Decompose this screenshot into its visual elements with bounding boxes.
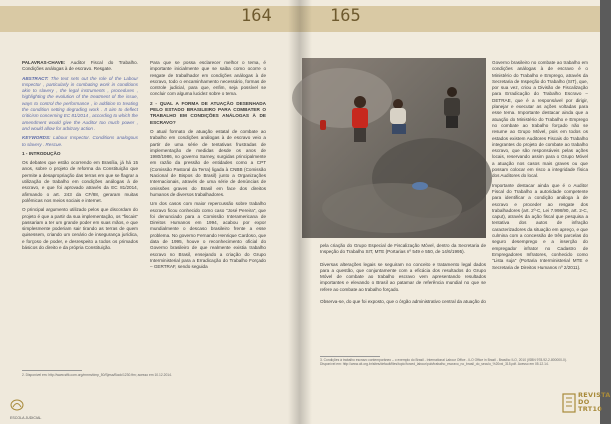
keywords-paragraph xyxy=(22,60,138,73)
section-2-title: 2 - QUAL A FORMA DE ATUAÇÃO DESENHADA PELO ESTADO BRASILEIRO PARA COMBATER O TRABALHO EM CONDIÇÕES ANÁLOGAS À DE ESCRAVO? xyxy=(150,100,266,125)
revista-trt10-logo xyxy=(562,391,611,413)
col2-paragraph-2: O atual formato de atuação estatal de combate ao trabalho em condições análogas à de escravo veio a partir de uma série de tentativas frustradas de implementação de medidas desde os anos de 1980/1986, no governo Sarney, surgidas principalmente em razão da pressão de entidades como a CPT (Comissão Pastoral da Terra) ligada à CNBB (Comissão Nacional de Bispos do Brasil) junto a Organizações Internacionais, através de uma série de denúncias de omissões graves do Brasil em face dos direitos humanos de diversos trabalhadores. xyxy=(150,128,266,197)
col2-paragraph-1: Para que se possa esclarecer melhor o tema, é importante inicialmente que se saiba como ocorre o resgate de trabalhador em condições análogas à de escravo, todo o encaminhamento necessário, formas de controle judicial, para que, enfim, seja possível se concluir com alguma lucidez sobre o tema. xyxy=(150,60,266,97)
red-bucket xyxy=(320,120,326,130)
right-column-1 xyxy=(320,243,486,308)
keywords-text: Auditor Fiscal do Trabalho. Condições análogas à de escravo. Resgate. xyxy=(22,60,138,72)
col2-paragraph-3: Um dos casos com maior repercussão sobre trabalho escravo ficou conhecido como caso "José Pereira", que foi denunciado para a Comissão Interamericana de Direitos Humanos em 1994, acabou por expor mundialmente o descaso brasileiro frente a esse problema. No governo Fernando Henrique Cardoso, que data de 1995, houve o reconhecimento oficial do Governo brasileiro de que realmente existia trabalho escravo no Brasil, ensejando a criação do Grupo Interministerial para a Erradicação do Trabalho Forçado – GERTRAF, sendo seguida xyxy=(150,201,266,270)
right-col2-paragraph-1: Governo brasileiro no combate ao trabalho em condições análogas à de escravo é o Ministério do Trabalho e Emprego, através da Secretaria de Inspeção do Trabalho (SIT), que, por sua vez, criou a Divisão de Fiscalização para Erradicação do Trabalho Escravo – DETRAE, que é a responsável por dirigir, planejar e executar as ações voltadas para esse tema. Importante destacar ainda que a atuação do Ministério do Trabalho e Emprego no combate ao trabalho forçado não se resume ao Grupo Móvel, pois em todos os estados existem Auditores Fiscais do Trabalho integrantes do projeto de combate ao trabalho escravo, que são responsáveis pelas ações locais, reservando assim para o Grupo Móvel a atuação nos casos mais graves ou que possam colocar em risco a integridade física dos Auditores do local. xyxy=(492,60,588,179)
workers-photo xyxy=(302,58,486,238)
abstract-text: The text sets out the role of the Labour Inspector , particularly in combating work in conditions akin to slavery , the legal instruments , procedures , highlighting the evolution of the treatment of the issue, ways to control the performance , in addition to treating the condition setting degrading work . It aim to deflect criticism concerning EC 81/2014 , according to which the amendment would give the Auditor too much power , and would allow for arbitrary action . xyxy=(22,75,138,131)
page-number-right: 165 xyxy=(330,6,361,26)
escola-judicial-label: ESCOLA JUDICIAL xyxy=(10,416,42,420)
left-column-2 xyxy=(150,60,266,274)
en-keywords-label: KEYWORDS: xyxy=(22,135,51,141)
left-page xyxy=(0,0,300,424)
escola-judicial-logo xyxy=(10,398,41,420)
footnote-rule-right xyxy=(320,356,380,357)
escola-judicial-logo-icon xyxy=(10,399,24,411)
en-keywords-text: Labour Inspector. Conditions analogous to slavery . Rescue. xyxy=(22,135,138,147)
page-number-left: 164 xyxy=(241,6,272,26)
right-page xyxy=(300,0,611,424)
right-col1-paragraph-2: Diversas alterações legais se seguiram no conceito e tratamento legal dados para a questão, que conjuntamente com a eficácia dos resultados do Grupo Móvel de combate ao trabalho escravo vem apresentando resultados importantes e elevando o Brasil ao patamar de referência mundial no que se refere ao combate ao trabalho forçado. xyxy=(320,261,486,292)
revista-logo-icon xyxy=(562,393,576,413)
right-column-2 xyxy=(492,60,588,274)
right-col1-paragraph-3: Observa-se, do que foi exposto, que o órgão administrativo central da atuação do xyxy=(320,299,486,305)
intro-paragraph-1: Os debates que estão ocorrendo em Brasília, já há 15 anos, sobre o projeto de reforma da Constituição que permite a desapropriação das terras em que se flagrar a utilização de trabalho em condições análogas à de escravo, e que foi aprovado através da EC 81/2014, afirmando o art. 243 da CF/88, geraram muitas polêmicas nos meios sociais e internet. xyxy=(22,160,138,203)
book-gutter xyxy=(288,0,312,424)
section-1-title: 1 - INTRODUÇÃO xyxy=(22,150,61,156)
keywords-label: PALAVRAS-CHAVE: xyxy=(22,60,66,65)
footnote-right: 3. Condições à trabalho escravo contemporâneo – o exemplo do Brasil - International Labour Office - ILO Office in Brazil - Brasília: ILO, 2010 (ISBN 978-92-2-800000-0). Disponível em: http://www.oit.org.br/sites/default/files/topic/forced_labour/pub/trabalho_escravo_no_brasil_do_seculo_%20xxi_315.pdf. Acesso em 05.12.14. xyxy=(320,358,567,367)
footnote-rule-left xyxy=(22,370,82,371)
en-keywords-paragraph xyxy=(22,135,138,148)
footnote-left: 2. Disponível em: http://www.stfk.com.org/mmm/dmp_50/Sjesa/Book/1230.ftm; acesso em 10.12.2014. xyxy=(22,373,172,377)
right-col2-paragraph-2: Importante destacar ainda que é o Auditor Fiscal do Trabalho a autoridade competente para identificar a condição análoga à de escravo e proceder ao resgate dos trabalhadores (art. 2º-C, Lei 7.998/90, art. 2-C, caput), através da ação fiscal que pesquisa a tentativa dos autos de infração caracterizadores da situação em apreço, e que culmina com a concessão de três parcelas do seguro desemprego e a inserção do empregador infrator no Cadastro de Empregadores Infratores, conhecido como "Lista suja" (Portaria Interministerial MTE e Secretaria de Direitos Humanos nº 2/2011). xyxy=(492,182,588,270)
blue-object xyxy=(412,182,428,190)
worker-red-shirt xyxy=(352,96,368,142)
revista-logo-label: REVISTA DO TRT10 xyxy=(578,391,611,413)
abstract-label: ABSTRACT: xyxy=(22,75,49,81)
left-column-1 xyxy=(22,60,138,254)
right-col1-paragraph-1: pela criação do Grupo Especial de Fiscalização Móvel, dentro da Secretaria de Inspeção do Trabalho SIT, MTE (Portarias nº 549 e 550, de 14/6/1995). xyxy=(320,243,486,255)
abstract-paragraph xyxy=(22,76,138,133)
intro-paragraph-2: O principal argumento utilizado pelos que discordam do projeto é que a partir da sua implementação, os "fiscais" passariam a ter um grande poder em suas mãos, e que simplesmente poderiam sair tirando as terras de quem quisessem, criando um cenário de insegurança jurídica, e forçoso de poder, e desrespeito a todos os primados básicos do direito e da própria Constituição. xyxy=(22,207,138,251)
workers-photo-image xyxy=(302,58,486,238)
